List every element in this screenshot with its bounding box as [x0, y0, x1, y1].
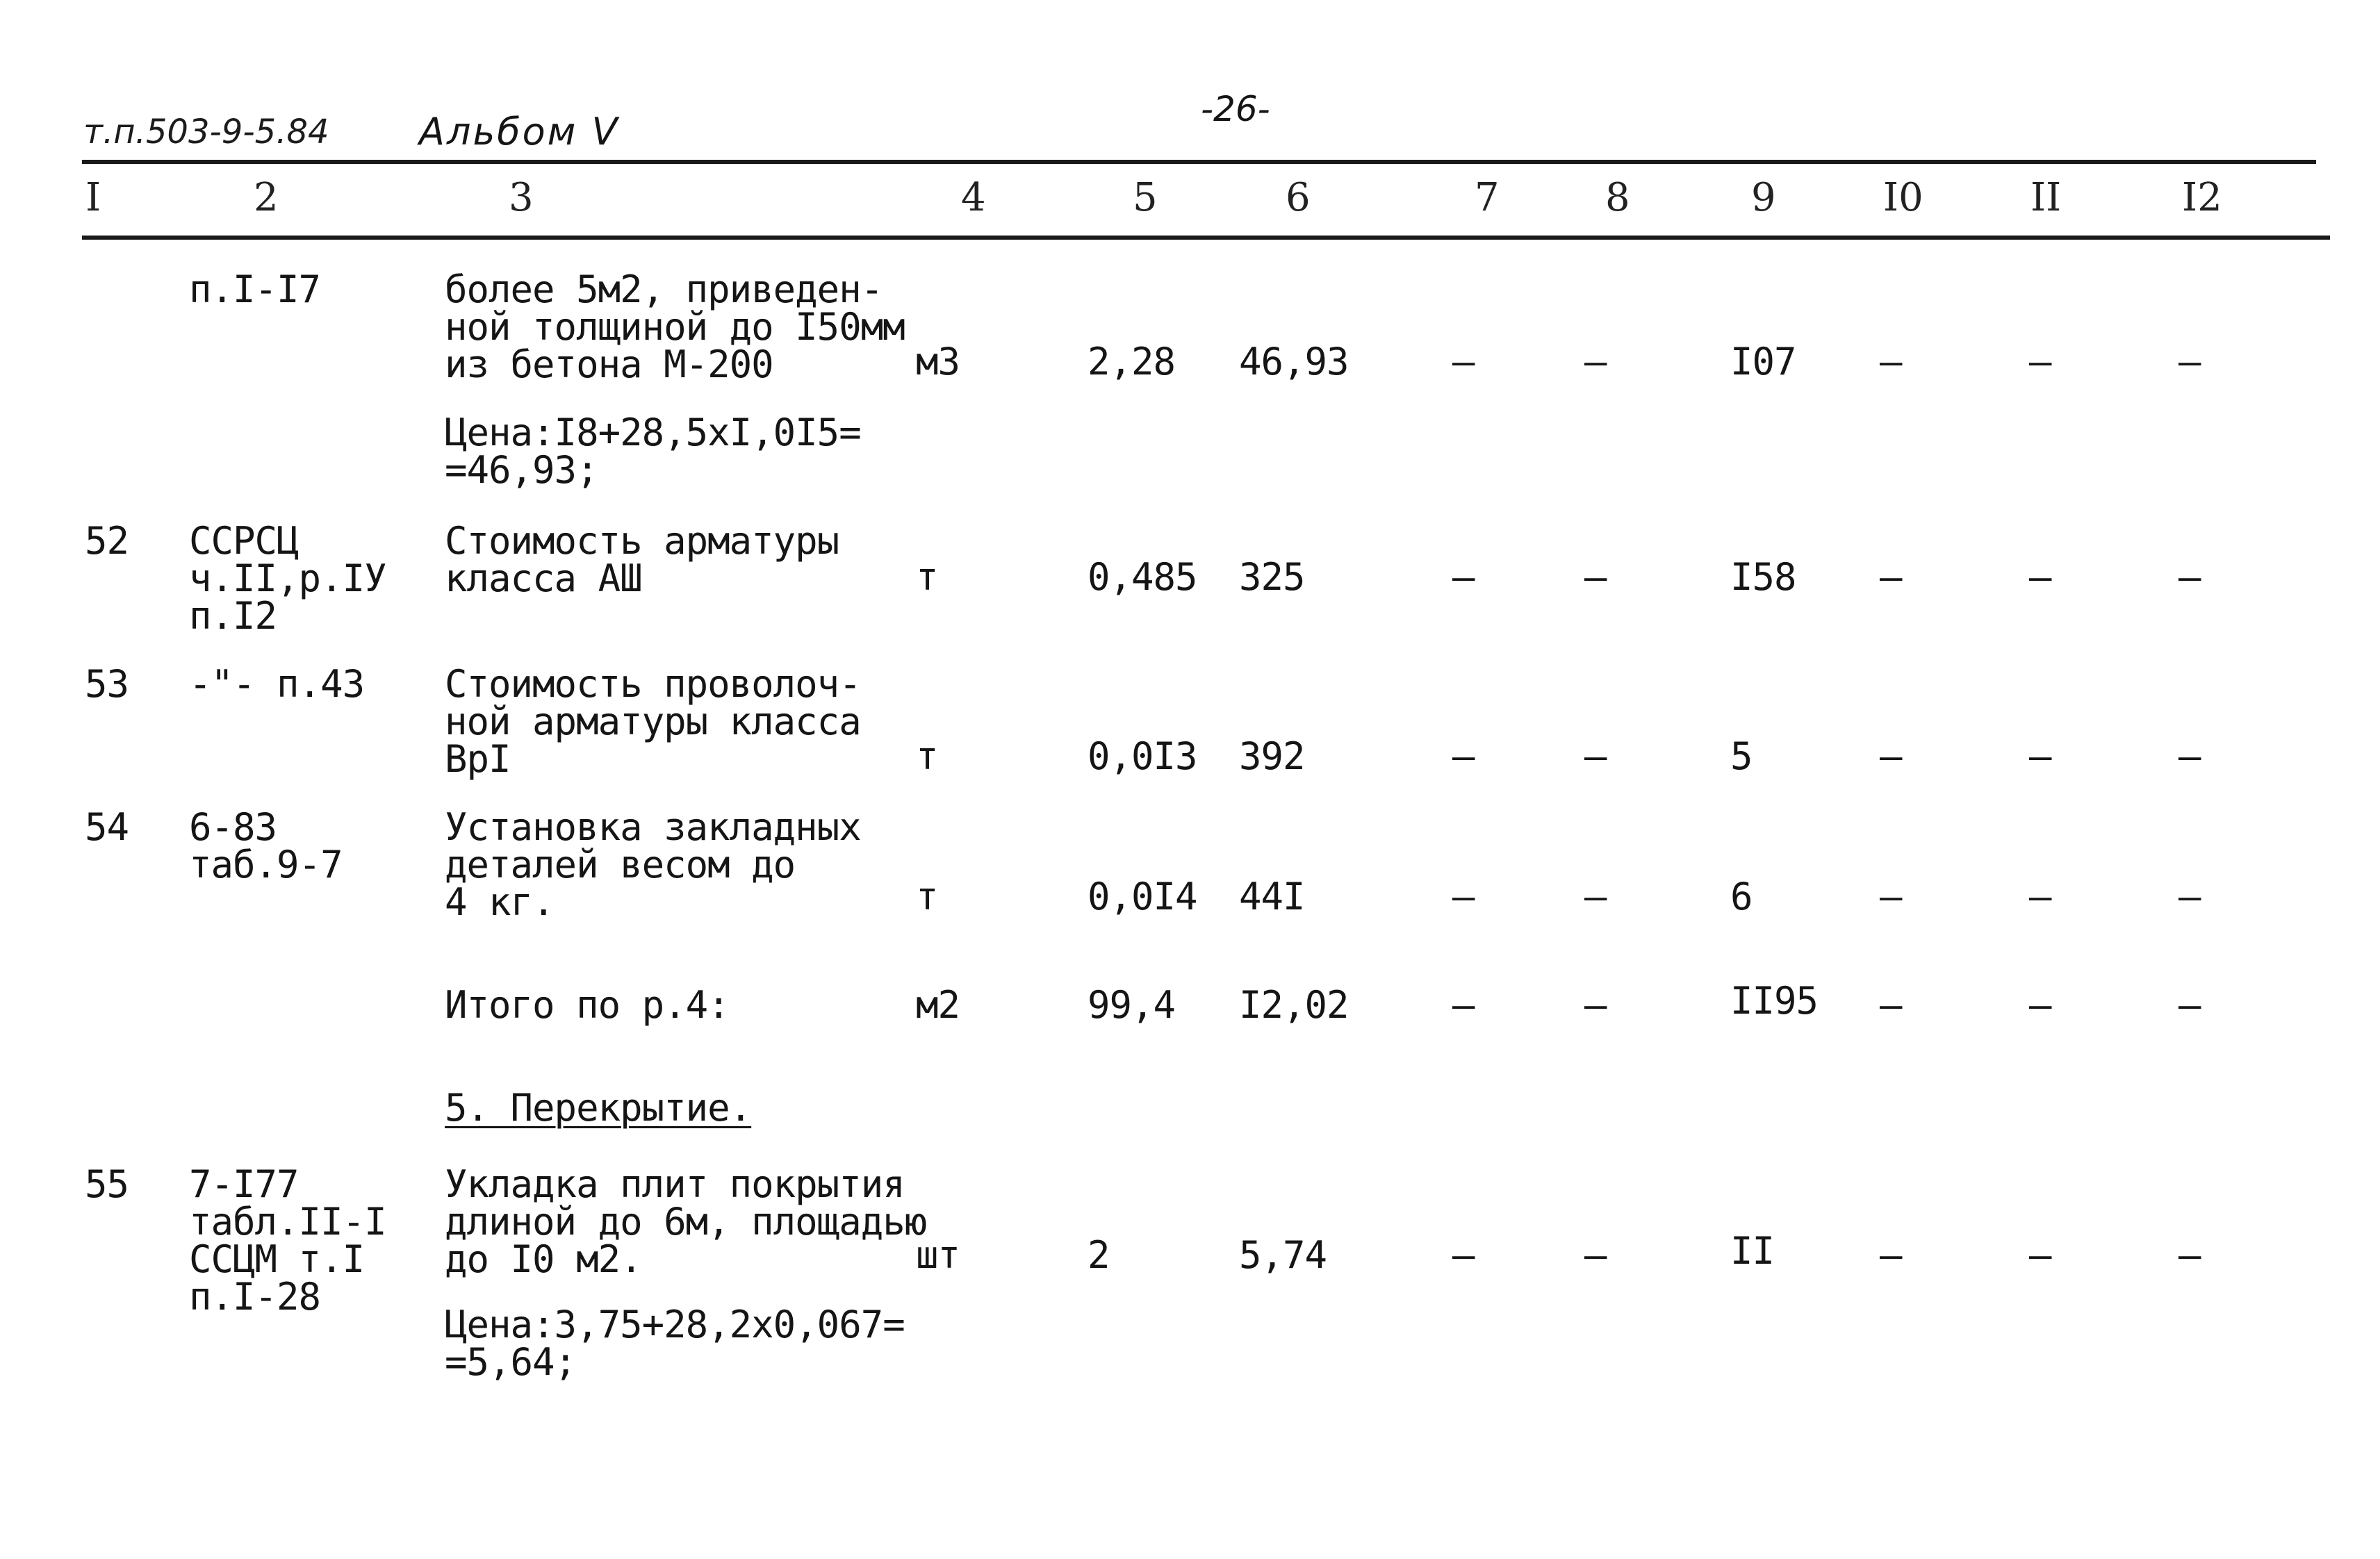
row-col10: – — [1880, 1233, 1902, 1277]
row-col7: – — [1452, 983, 1475, 1027]
row-col9: I07 — [1730, 340, 1796, 383]
row-code: ССРСЦ ч.II,р.IУ п.I2 — [189, 519, 386, 638]
row-col12: – — [2178, 983, 2201, 1027]
row-code: п.I-I7 — [189, 267, 321, 311]
document-code: т.п.503-9-5.84 — [83, 113, 329, 151]
row-description: Стоимость арматуры класса АШ — [445, 519, 839, 600]
row-col11: – — [2029, 983, 2051, 1027]
row-unit-price: 325 — [1239, 555, 1305, 599]
row-unit: шт — [916, 1233, 960, 1277]
row-code: 6-83 таб.9-7 — [189, 805, 343, 886]
row-col9: 6 — [1730, 875, 1753, 918]
column-number-6: 6 — [1286, 175, 1311, 220]
row-col11: – — [2029, 875, 2051, 918]
row-unit: т — [916, 875, 938, 918]
row-unit-price: 5,74 — [1239, 1233, 1327, 1277]
row-col8: – — [1584, 875, 1607, 918]
header-rule-top — [82, 160, 2316, 164]
row-col11: – — [2029, 1233, 2051, 1277]
row-quantity: 2 — [1088, 1233, 1110, 1277]
album-title: Альбом V — [419, 110, 620, 154]
column-number-8: 8 — [1605, 175, 1630, 220]
row-col10: – — [1880, 983, 1902, 1027]
column-number-4: 4 — [961, 175, 986, 220]
row-col12: – — [2178, 1233, 2201, 1277]
subtotal-label: Итого по р.4: — [445, 983, 730, 1027]
row-number: 52 — [85, 519, 129, 563]
row-unit: т — [916, 555, 938, 599]
row-col11: – — [2029, 734, 2051, 778]
column-number-3: 3 — [509, 175, 534, 220]
row-col12: – — [2178, 875, 2201, 918]
row-quantity: 0,0I3 — [1088, 734, 1197, 778]
row-quantity: 0,0I4 — [1088, 875, 1197, 918]
row-col12: – — [2178, 555, 2201, 599]
row-col7: – — [1452, 555, 1475, 599]
column-number-11: II — [2030, 175, 2062, 220]
row-col9: I58 — [1730, 555, 1796, 599]
row-unit-price: 44I — [1239, 875, 1305, 918]
row-description: более 5м2, приведен- ной толщиной до I50мм из бетона М-200 — [445, 267, 905, 386]
row-col8: – — [1584, 1233, 1607, 1277]
column-number-12: I2 — [2182, 175, 2222, 220]
row-col8: – — [1584, 734, 1607, 778]
row-col7: – — [1452, 734, 1475, 778]
row-number: 55 — [85, 1162, 129, 1206]
section-heading: 5. Перекрытие. — [445, 1086, 752, 1130]
row-description: Укладка плит покрытия длиной до 6м, площадью до I0 м2. — [445, 1162, 927, 1281]
row-quantity: 99,4 — [1088, 983, 1176, 1027]
row-col7: – — [1452, 1233, 1475, 1277]
row-unit: м2 — [916, 983, 960, 1027]
row-unit-price: 46,93 — [1239, 340, 1349, 383]
row-col8: – — [1584, 340, 1607, 383]
row-col7: – — [1452, 340, 1475, 383]
row-col9: II — [1730, 1229, 1775, 1273]
row-col8: – — [1584, 555, 1607, 599]
row-col10: – — [1880, 340, 1902, 383]
row-col9: II95 — [1730, 979, 1819, 1023]
row-description: Установка закладных деталей весом до 4 кг. — [445, 805, 861, 924]
row-unit-price: I2,02 — [1239, 983, 1349, 1027]
row-price-note: Цена:I8+28,5хI,0I5= =46,93; — [445, 411, 861, 492]
column-number-2: 2 — [254, 175, 279, 220]
row-col8: – — [1584, 983, 1607, 1027]
row-number: 54 — [85, 805, 129, 849]
row-col9: 5 — [1730, 734, 1753, 778]
row-col12: – — [2178, 340, 2201, 383]
header-rule-bottom — [82, 236, 2330, 240]
row-col7: – — [1452, 875, 1475, 918]
column-number-7: 7 — [1475, 175, 1500, 220]
row-quantity: 2,28 — [1088, 340, 1176, 383]
column-number-10: I0 — [1883, 175, 1923, 220]
row-unit: м3 — [916, 340, 960, 383]
row-unit-price: 392 — [1239, 734, 1305, 778]
column-number-9: 9 — [1751, 175, 1776, 220]
row-description: Стоимость проволоч- ной арматуры класса ВрI — [445, 662, 861, 781]
row-col10: – — [1880, 555, 1902, 599]
page-number: -26- — [1201, 89, 1270, 129]
row-quantity: 0,485 — [1088, 555, 1197, 599]
column-number-1: I — [85, 175, 101, 220]
row-col10: – — [1880, 875, 1902, 918]
row-code: -"- п.43 — [189, 662, 365, 706]
row-number: 53 — [85, 662, 129, 706]
row-code: 7-I77 табл.II-I ССЦМ т.I п.I-28 — [189, 1162, 386, 1319]
row-price-note: Цена:3,75+28,2х0,067= =5,64; — [445, 1303, 905, 1384]
row-unit: т — [916, 734, 938, 778]
row-col11: – — [2029, 340, 2051, 383]
row-col11: – — [2029, 555, 2051, 599]
row-col12: – — [2178, 734, 2201, 778]
row-col10: – — [1880, 734, 1902, 778]
column-number-5: 5 — [1133, 175, 1158, 220]
